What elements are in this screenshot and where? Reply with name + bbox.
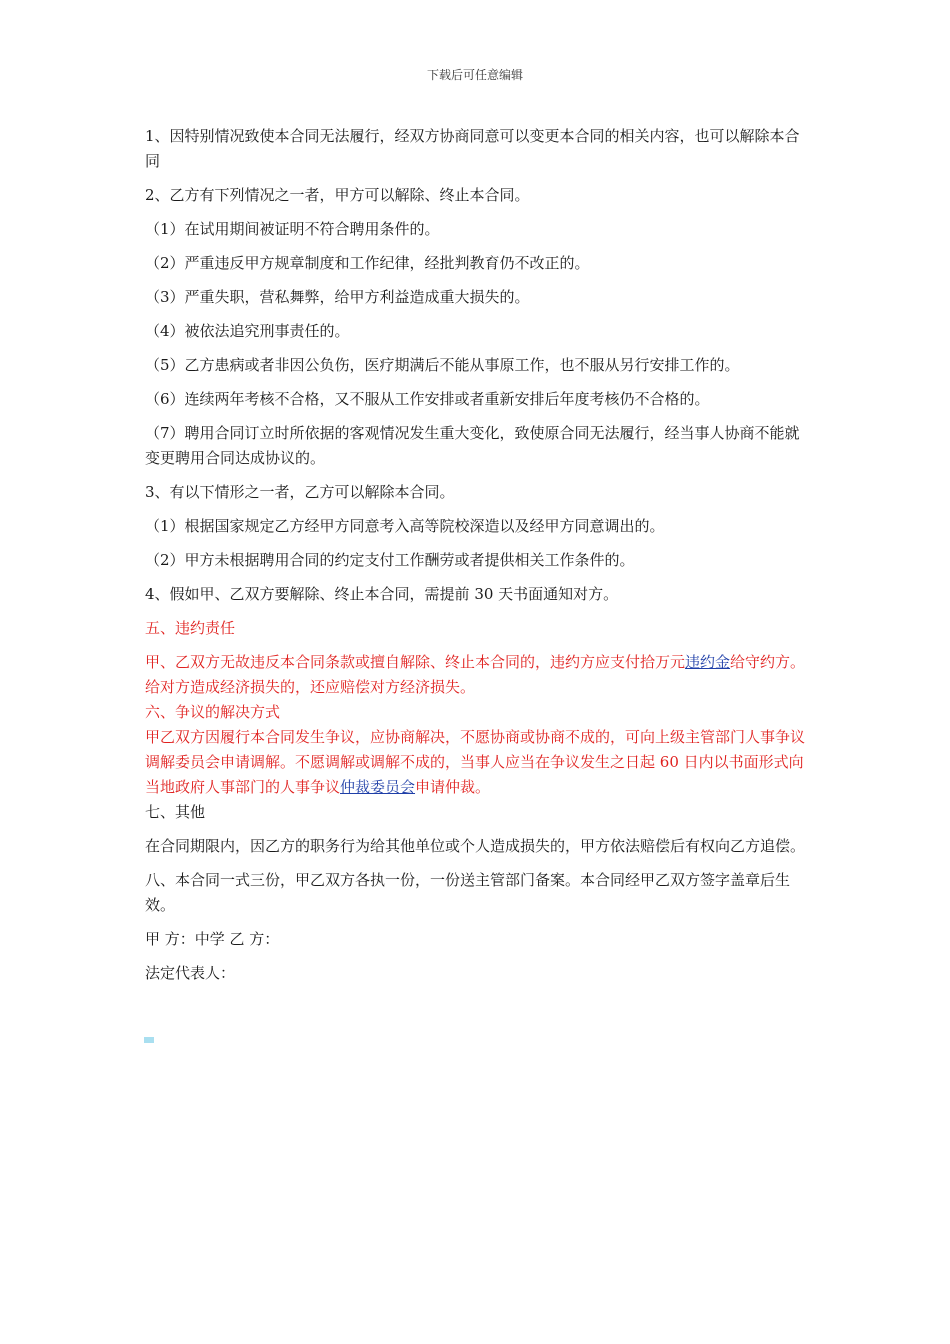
section-5-text-a: 甲、乙双方无故违反本合同条款或擅自解除、终止本合同的，违约方应支付拾万元 xyxy=(145,653,686,671)
cursor-marker xyxy=(144,1037,154,1043)
page-header: 下载后可任意编辑 xyxy=(426,68,523,82)
clause-2: 2、乙方有下列情况之一者，甲方可以解除、终止本合同。 xyxy=(145,186,530,204)
clause-2-item-1: （1）在试用期间被证明不符合聘用条件的。 xyxy=(145,220,440,238)
clause-2-item-5: （5）乙方患病或者非因公负伤，医疗期满后不能从事原工作，也不服从另行安排工作的。 xyxy=(145,356,740,374)
penalty-link[interactable]: 违约金 xyxy=(685,653,731,671)
section-6-text-b: 申请仲裁。 xyxy=(415,778,491,796)
clause-2-item-2: （2）严重违反甲方规章制度和工作纪律，经批判教育仍不改正的。 xyxy=(145,254,590,272)
clause-2-item-3: （3）严重失职，营私舞弊，给甲方利益造成重大损失的。 xyxy=(145,288,530,306)
clause-4: 4、假如甲、乙双方要解除、终止本合同，需提前 30 天书面通知对方。 xyxy=(145,585,619,603)
clause-1: 1、因特别情况致使本合同无法履行，经双方协商同意可以变更本合同的相关内容，也可以解除本合同 xyxy=(145,127,800,170)
section-7-body: 在合同期限内，因乙方的职务行为给其他单位或个人造成损失的，甲方依法赔偿后有权向乙方追偿。 xyxy=(145,837,806,855)
section-5-text-b: 给守约方。给对方造成经济损失的，还应赔偿对方经济损失。 xyxy=(145,653,806,696)
clause-3-item-1: （1）根据国家规定乙方经甲方同意考入高等院校深造以及经甲方同意调出的。 xyxy=(145,517,665,535)
clause-2-item-6: （6）连续两年考核不合格，又不服从工作安排或者重新安排后年度考核仍不合格的。 xyxy=(145,390,710,408)
clause-3: 3、有以下情形之一者，乙方可以解除本合同。 xyxy=(145,483,455,501)
arbitration-committee-link[interactable]: 仲裁委员会 xyxy=(340,778,416,796)
section-6-body xyxy=(145,725,809,800)
legal-representative: 法定代表人： xyxy=(145,964,236,982)
document-body xyxy=(145,124,809,995)
section-6-text-a: 甲乙双方因履行本合同发生争议，应协商解决，不愿协商或协商不成的，可向上级主管部门人事争议调解委员会申请调解。不愿调解或调解不成的，当事人应当在争议发生之日起 60 日内以书面形式向当地政府人事部门的人事争议 xyxy=(145,728,806,796)
section-5-body xyxy=(145,650,809,700)
section-6-heading: 六、争议的解决方式 xyxy=(145,703,281,721)
section-8: 八、本合同一式三份，甲乙双方各执一份，一份送主管部门备案。本合同经甲乙双方签字盖章后生效。 xyxy=(145,871,791,914)
party-signatures: 甲 方：中学 乙 方： xyxy=(145,930,280,948)
clause-2-item-7: （7）聘用合同订立时所依据的客观情况发生重大变化，致使原合同无法履行，经当事人协商不能就变更聘用合同达成协议的。 xyxy=(145,424,800,467)
clause-2-item-4: （4）被依法追究刑事责任的。 xyxy=(145,322,350,340)
clause-3-item-2: （2）甲方未根据聘用合同的约定支付工作酬劳或者提供相关工作条件的。 xyxy=(145,551,635,569)
section-5-heading: 五、违约责任 xyxy=(145,619,236,637)
section-7-heading: 七、其他 xyxy=(145,803,206,821)
